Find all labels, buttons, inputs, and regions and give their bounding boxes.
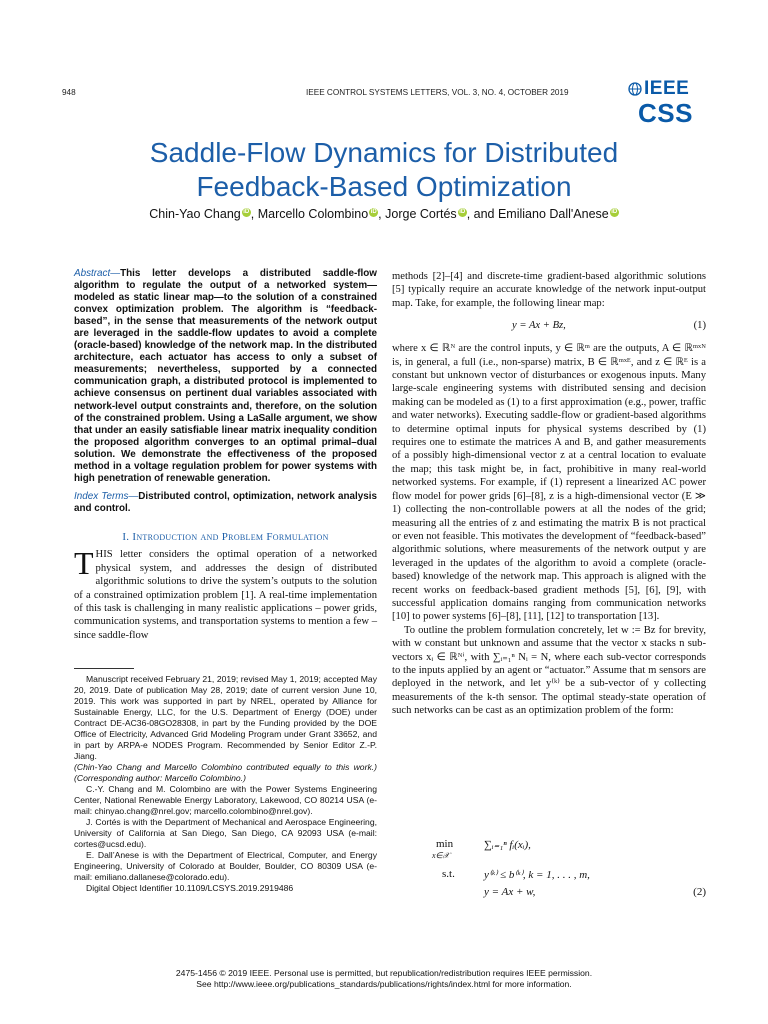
right-paragraph-2: where x ∈ ℝᴺ are the control inputs, y ∈ ℝᵐ are the outputs, A ∈ ℝᵐˣᴺ is, in general, a full (i.e., non-sparse) matrix, B ∈ ℝᵐˣᴱ, and z ∈ ℝᴱ is a constant but unknown vector of disturbances or exogenous inputs. Many large-scale engineering systems with distributed sensing and decision making can be modeled as (1) to a first approximation (e.g., power, traffic and water networks). Executing saddle-flow or gradient-based algorithms to determine optimal inputs for physical systems described by (1) requires one to estimate the matrices A and B, and gather measurements of a possibly high-dimensional vector z at a central location to evaluate the map; this task might be, in fact, prohibitive in many real-world networked systems. For example, if (1) represent a linearized AC power flow model for power grids [6]–[8], z is a high-dimensional vector (E ≫ 1) collecting the non-controllable powers at all the nodes of the grid; measuring all the entries of z and estimating the matrix B is not practical or even not feasible. This motivates the development of “feedback-based” algorithmic solutions, where measurements of the network output y are leveraged in the updates of the algorithm to avoid a complete (oracle-based) knowledge of the network map. This approach is aligned with the recent works on feedback-based gradient methods [5], [6], [9], with successful application domains ranging from communication networks [10] to power systems [6]–[8], [11], [12] to transportation [13].	[392, 343, 706, 623]
intro-text: HIS letter considers the optimal operation of a networked physical system, and addresses the design of distributed algorithmic solutions to drive the system’s outputs to the solution of a constrained optimization problem [1]. A real-time implementation of this task is challenging in many realistic applications – power grids, communication systems, and transportation systems to mention a few – since saddle-flow	[74, 549, 377, 641]
globe-icon	[628, 82, 642, 96]
paper-title	[0, 136, 768, 204]
footnote-affiliation-3: E. Dall’Anese is with the Department of Electrical, Computer, and Energy Engineering, University of Colorado at Boulder, Boulder, CO 80309 USA (e-mail: emiliano.dallanese@colorado.edu).	[74, 850, 377, 882]
doi: Digital Object Identifier 10.1109/LCSYS.2019.2919486	[86, 883, 294, 893]
index-terms-label: Index Terms—	[74, 490, 139, 502]
author-4: and Emiliano Dall'Anese	[473, 207, 609, 221]
equation-2	[392, 830, 706, 910]
right-paragraph-1: methods [2]–[4] and discrete-time gradient-based algorithmic solutions [5] typically require an accurate knowledge of the network input-output map. Take, for example, the following linear map:	[392, 271, 706, 309]
orcid-icon[interactable]: iD	[611, 208, 618, 215]
abstract-label: Abstract—	[74, 268, 121, 279]
index-terms	[74, 491, 377, 515]
footnote-affiliation-1: C.-Y. Chang and M. Colombino are with the Power Systems Engineering Center, National Renewable Energy Laboratory, Lakewood, CO 80214 USA (e-mail: chinyao.chang@nrel.gov; marcello.colombino@nrel.gov).	[74, 784, 377, 816]
equation-1	[392, 310, 706, 342]
eq2-st: s.t.	[442, 868, 455, 880]
eq2-subscript: x∈𝒳	[432, 851, 450, 860]
drop-cap: T	[74, 545, 94, 582]
author-2: Marcello Colombino	[257, 207, 369, 221]
logo-ieee-text: IEEE	[644, 78, 690, 99]
right-paragraph-3: To outline the problem formulation concretely, let w := Bz for brevity, with w constant but unknown and assume that the vector x stacks n sub-vectors xᵢ ∈ ℝᴺⁱ, with ∑ᵢ₌₁ⁿ Nᵢ = N, where each sub-vector corresponds to the inputs applied by an agent or “actuator.” Assume that m sensors are deployed in the network, and let y⁽ᵏ⁾ be a sub-vector of y collecting measurements of the k-th sensor. The optimal steady-state operation of such networks can be cast as an optimization problem of the form:	[392, 624, 706, 717]
section-heading: I. Introduction and Problem Formulation	[122, 530, 329, 543]
equation-1-body: y = Ax + Bz,	[512, 320, 566, 332]
footnote-equal-contribution: (Chin-Yao Chang and Marcello Colombino contributed equally to this work.) (Corresponding author: Marcello Colombino.)	[74, 762, 377, 783]
abstract	[74, 268, 377, 485]
footnotes	[74, 674, 377, 894]
orcid-icon[interactable]: iD	[243, 208, 250, 215]
copyright-notice	[0, 968, 768, 990]
eq2-min: min	[436, 838, 454, 850]
orcid-icon[interactable]: iD	[459, 208, 466, 215]
eq2-constraint-1: y⁽ᵏ⁾ ≤ b⁽ᵏ⁾, k = 1, . . . , m,	[484, 869, 590, 881]
author-list: Chin-Yao Chang iD , Marcello Colombino iD , Jorge Cortés iD , and Emiliano Dall'Anese iD	[149, 207, 618, 221]
intro-paragraph	[74, 545, 377, 642]
author-3: Jorge Cortés	[385, 207, 457, 221]
page-number: 948	[62, 88, 76, 97]
abstract-text: This letter develops a distributed saddle-flow algorithm to regulate the output of a networked system—modeled as static linear map—to the solution of a constrained convex optimization problem. The algorithm is “feedback-based”, in the sense that measurements of the network output are leveraged in the saddle-flow updates to avoid a complete (oracle-based) knowledge of the network map. In the distributed architecture, each actuator has access to only a subset of measurements; nevertheless, supported by a connected communication graph, a distributed protocol is implemented to achieve consensus on pertinent dual variables associated with network-level output constraints and, therefore, on the solution of the constrained problem. Using a LaSalle argument, we show that under an easily satisfiable linear matrix inequality condition the proposed algorithm converges to an optimal primal–dual solution. We demonstrate the effectiveness of the proposed method in a voltage regulation problem for power systems with high penetration of renewable generation.	[74, 268, 377, 484]
left-column	[74, 268, 377, 642]
eq2-number: (2)	[693, 886, 706, 898]
title-line-1: Saddle-Flow Dynamics for Distributed	[149, 137, 619, 168]
ieee-css-logo	[628, 78, 694, 128]
orcid-icon[interactable]: iD	[370, 208, 377, 215]
footnote-manuscript: Manuscript received February 21, 2019; revised May 1, 2019; accepted May 20, 2019. Date of publication May 28, 2019; date of current version June 10, 2019. This work was supported in part by NREL, operated by Alliance for Sustainable Energy, LLC, for the U.S. Department of Energy (DOE) under Contract DE-AC36-08GO28308, in part by the Funding provided by the DOE Office of Electricity, Advanced Grid Modeling Program under Grant 33652, and in part by ARPA-e NODES Program. Recommended by Senior Editor Z.-P. Jiang.	[74, 674, 377, 761]
eq2-constraint-2: y = Ax + w,	[484, 886, 536, 898]
journal-header: IEEE CONTROL SYSTEMS LETTERS, VOL. 3, NO. 4, OCTOBER 2019	[306, 88, 569, 97]
index-terms-text: Distributed control, optimization, network analysis and control.	[74, 490, 377, 514]
footnote-affiliation-2: J. Cortés is with the Department of Mechanical and Aerospace Engineering, University of California at San Diego, San Diego, CA 92093 USA (e-mail: cortes@ucsd.edu).	[74, 817, 377, 849]
copyright-line-2: See http://www.ieee.org/publications_standards/publications/rights/index.html for more information.	[196, 979, 572, 989]
footnote-rule	[74, 668, 134, 669]
title-line-2: Feedback-Based Optimization	[196, 171, 572, 202]
copyright-line-1: 2475-1456 © 2019 IEEE. Personal use is permitted, but republication/redistribution requires IEEE permission.	[175, 968, 593, 978]
eq2-objective: ∑ᵢ₌₁ⁿ fᵢ(xᵢ),	[484, 839, 531, 851]
right-column	[392, 270, 706, 718]
equation-1-number: (1)	[693, 320, 706, 332]
author-1: Chin-Yao Chang	[149, 207, 241, 221]
logo-css-text: CSS	[638, 98, 693, 128]
